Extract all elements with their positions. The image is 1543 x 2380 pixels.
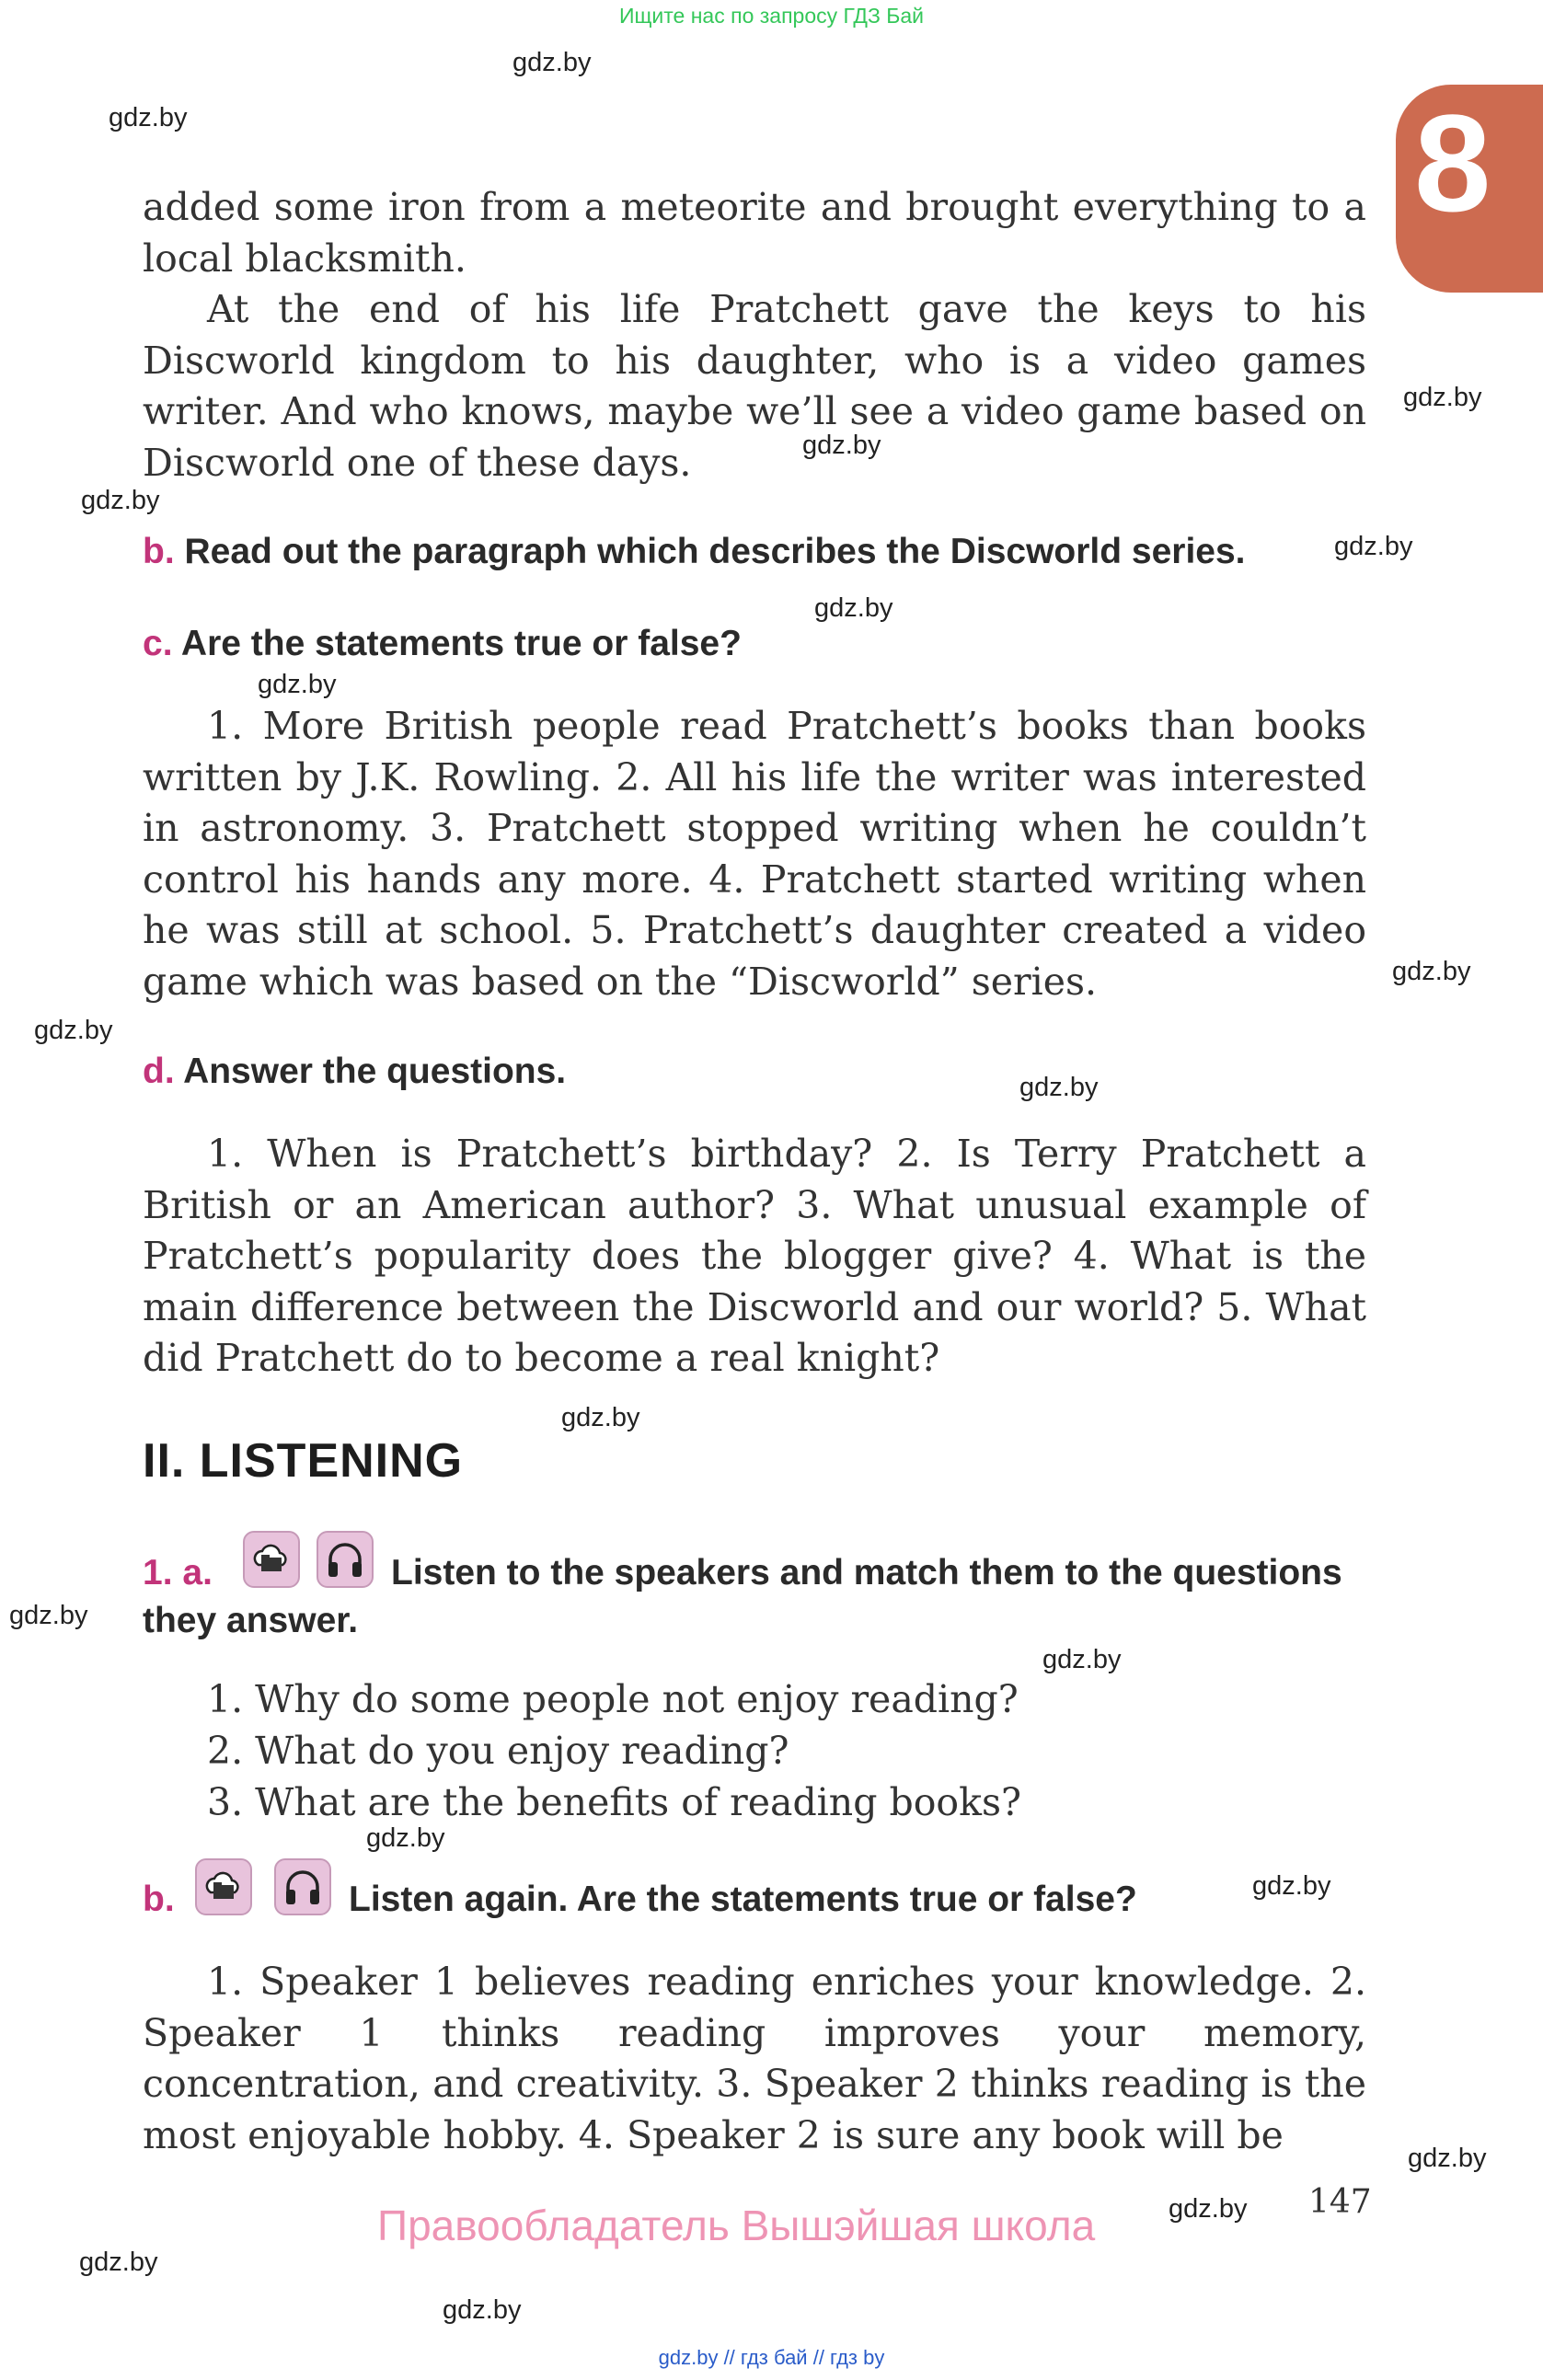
watermark: gdz.by bbox=[109, 103, 188, 132]
copyright-text: Правообладатель Вышэйшая школа bbox=[377, 2202, 1096, 2249]
question-item: 3. What are the benefits of reading books? bbox=[207, 1780, 1021, 1824]
watermark: gdz.by bbox=[561, 1403, 640, 1432]
task-1-number: 1. bbox=[143, 1553, 173, 1592]
task-1a-label bbox=[143, 1553, 213, 1593]
headphones-icon bbox=[317, 1531, 374, 1588]
page-number: 147 bbox=[1308, 2183, 1372, 2221]
task-d bbox=[143, 1052, 566, 1092]
headphones-icon bbox=[274, 1858, 331, 1915]
task-d-letter: d. bbox=[143, 1052, 175, 1091]
watermark: gdz.by bbox=[802, 431, 881, 460]
chapter-tab bbox=[1396, 85, 1543, 293]
task-1b-instruction: Listen again. Are the statements true or false? bbox=[349, 1880, 1137, 1919]
task-c-instruction: Are the statements true or false? bbox=[180, 624, 742, 663]
task-c-letter: c. bbox=[143, 624, 173, 663]
watermark: gdz.by bbox=[1169, 2194, 1248, 2224]
top-note: Ищите нас по запросу ГДЗ Бай bbox=[618, 4, 925, 28]
continuation-paragraph: added some iron from a meteorite and brought everything to a local blacksmith. bbox=[143, 185, 1366, 281]
task-1b-statements: 1. Speaker 1 believes reading enriches your knowledge. 2. Speaker 1 thinks reading improves your memory, concentration, and creativity. 3. Speaker 2 thinks reading is the most enjoyable hobby. 4. Speaker 2 is sure any book will be bbox=[143, 1960, 1366, 2157]
task-b-letter: b. bbox=[143, 532, 175, 571]
watermark: gdz.by bbox=[814, 593, 893, 623]
task-d-instruction: Answer the questions. bbox=[183, 1052, 567, 1091]
watermark: gdz.by bbox=[79, 2248, 158, 2277]
folder-cloud-icon bbox=[243, 1531, 300, 1588]
section-title: II. LISTENING bbox=[143, 1434, 464, 1488]
watermark: gdz.by bbox=[443, 2295, 522, 2325]
chapter-number: 8 bbox=[1414, 86, 1491, 240]
task-b bbox=[143, 532, 1246, 572]
watermark: gdz.by bbox=[1403, 383, 1482, 412]
folder-cloud-icon bbox=[195, 1858, 252, 1915]
bottom-note: gdz.by // гдз бай // гдз by bbox=[658, 2346, 885, 2369]
watermark: gdz.by bbox=[1252, 1871, 1331, 1901]
watermark: gdz.by bbox=[1042, 1645, 1122, 1674]
task-c bbox=[143, 624, 742, 664]
discworld-paragraph: At the end of his life Pratchett gave the keys to his Discworld kingdom to his daughter, who is a video games writer. And who knows, maybe we’ll see a video game based on Discworld one of these days. bbox=[143, 287, 1366, 485]
watermark: gdz.by bbox=[1019, 1073, 1099, 1102]
watermark: gdz.by bbox=[1392, 957, 1471, 986]
watermark: gdz.by bbox=[366, 1823, 445, 1853]
watermark: gdz.by bbox=[34, 1016, 113, 1045]
task-1b-letter: b. bbox=[143, 1880, 175, 1919]
watermark: gdz.by bbox=[9, 1601, 88, 1630]
question-item: 2. What do you enjoy reading? bbox=[207, 1729, 789, 1773]
watermark: gdz.by bbox=[1408, 2144, 1487, 2173]
watermark: gdz.by bbox=[512, 48, 592, 77]
question-item: 1. Why do some people not enjoy reading? bbox=[207, 1677, 1019, 1721]
watermark: gdz.by bbox=[258, 670, 337, 699]
watermark: gdz.by bbox=[81, 486, 160, 515]
task-1a-instruction-line1: Listen to the speakers and match them to the questions bbox=[391, 1553, 1342, 1592]
watermark: gdz.by bbox=[1334, 532, 1413, 561]
task-1a-instruction-line2: they answer. bbox=[143, 1601, 359, 1640]
task-b-instruction: Read out the paragraph which describes the Discworld series. bbox=[184, 532, 1246, 571]
task-1b-label bbox=[143, 1880, 175, 1920]
task-c-statements: 1. More British people read Pratchett’s books than books written by J.K. Rowling. 2. All his life the writer was interested in astronomy. 3. Pratchett stopped writing when he couldn’t control his hands any more. 4. Pratchett started writing when he was still at school. 5. Pratchett’s daughter created a video game which was based on the “Discworld” series. bbox=[143, 704, 1366, 1004]
task-d-questions: 1. When is Pratchett’s birthday? 2. Is Terry Pratchett a British or an American author? 3. What unusual example of Pratchett’s popularity does the blogger give? 4. What is the main difference between the Discworld and our world? 5. What did Pratchett do to become a real knight? bbox=[143, 1132, 1366, 1380]
task-1a-letter: a. bbox=[182, 1553, 213, 1592]
